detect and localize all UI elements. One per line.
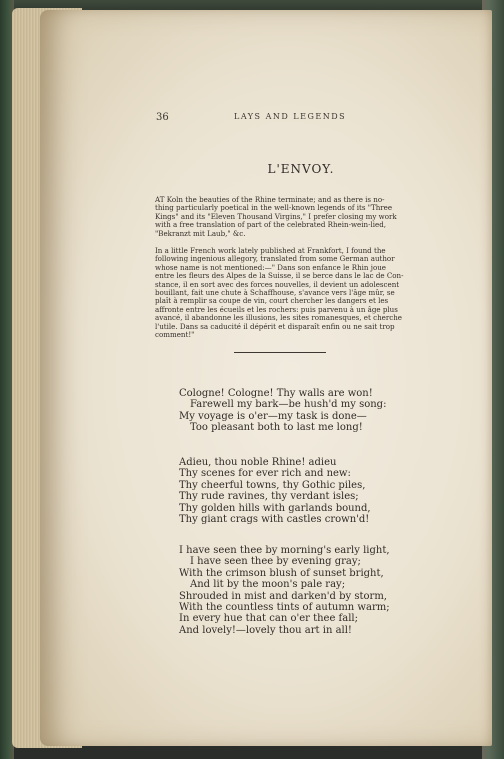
verse-line: Thy rude ravines, thy verdant isles;	[179, 491, 359, 503]
verse-line: With the crimson blush of sunset bright,	[179, 567, 384, 579]
stanza-2	[179, 457, 419, 525]
verse-line: With the countless tints of autumn warm;	[179, 602, 390, 614]
verse-line: Too pleasant both to last me long!	[190, 422, 363, 434]
verse-line: In every hue that can o'er thee fall;	[179, 613, 358, 625]
verse-line: I have seen thee by evening gray;	[190, 556, 361, 568]
verse-line: I have seen thee by morning's early light,	[179, 545, 390, 556]
chapter-title: L'ENVOY.	[267, 162, 335, 176]
page-header	[156, 112, 456, 126]
intro-paragraph: AT Koln the beauties of the Rhine terminate; and as there is no- thing particularly poetical in the well-known legends of its "Three Kings" and its "Eleven Thousand Virgins," I prefer closing my work with a free translation of part of the celebrated Rhein-wein-lied, "Bekranzt mit Laub," &c.	[155, 195, 397, 238]
verse-line: And lovely!—lovely thou art in all!	[179, 624, 352, 636]
verse-line: Farewell my bark—be hush'd my song:	[190, 399, 387, 411]
verse-line: Thy giant crags with castles crown'd!	[179, 514, 370, 526]
verse-line: My voyage is o'er—my task is done—	[179, 410, 367, 422]
verse-line: Thy cheerful towns, thy Gothic piles,	[179, 479, 366, 491]
stanza-1	[179, 388, 419, 434]
verse-line: Shrouded in mist and darken'd by storm,	[179, 590, 387, 602]
running-head: LAYS AND LEGENDS	[234, 112, 347, 121]
section-divider	[234, 352, 326, 353]
page-number: 36	[156, 112, 169, 123]
verse-line: Cologne! Cologne! Thy walls are won!	[179, 388, 373, 399]
quote-paragraph: In a little French work lately published at Frankfort, I found the following ingenious allegory, translated from some German author whose name is not mentioned:—" Dans son enfance le Rhin joue entre les fleurs des Alpes de la Suisse, il se berce dans le lac de Con- stance, il en sort avec des forces nouvelles, il devient un adolescent bouillant, fait une chute à Schaffhouse, s'avance vers l'âge mûr, se plaît à remplir sa coupe de vin, court chercher les dangers et les affronte entre les écueils et les rochers: puis parvenu à un âge plus avancé, il abandonne les illusions, les sites romanesques, et cherche l'utile. Dans sa caducité il dépérit et disparaît enfin ou ne sait trop comment!"	[155, 246, 404, 340]
verse-line: Adieu, thou noble Rhine! adieu	[179, 457, 337, 468]
verse-line: Thy scenes for ever rich and new:	[179, 468, 351, 480]
stanza-3	[179, 545, 419, 636]
verse-line: And lit by the moon's pale ray;	[190, 579, 346, 591]
verse-line: Thy golden hills with garlands bound,	[179, 502, 371, 514]
